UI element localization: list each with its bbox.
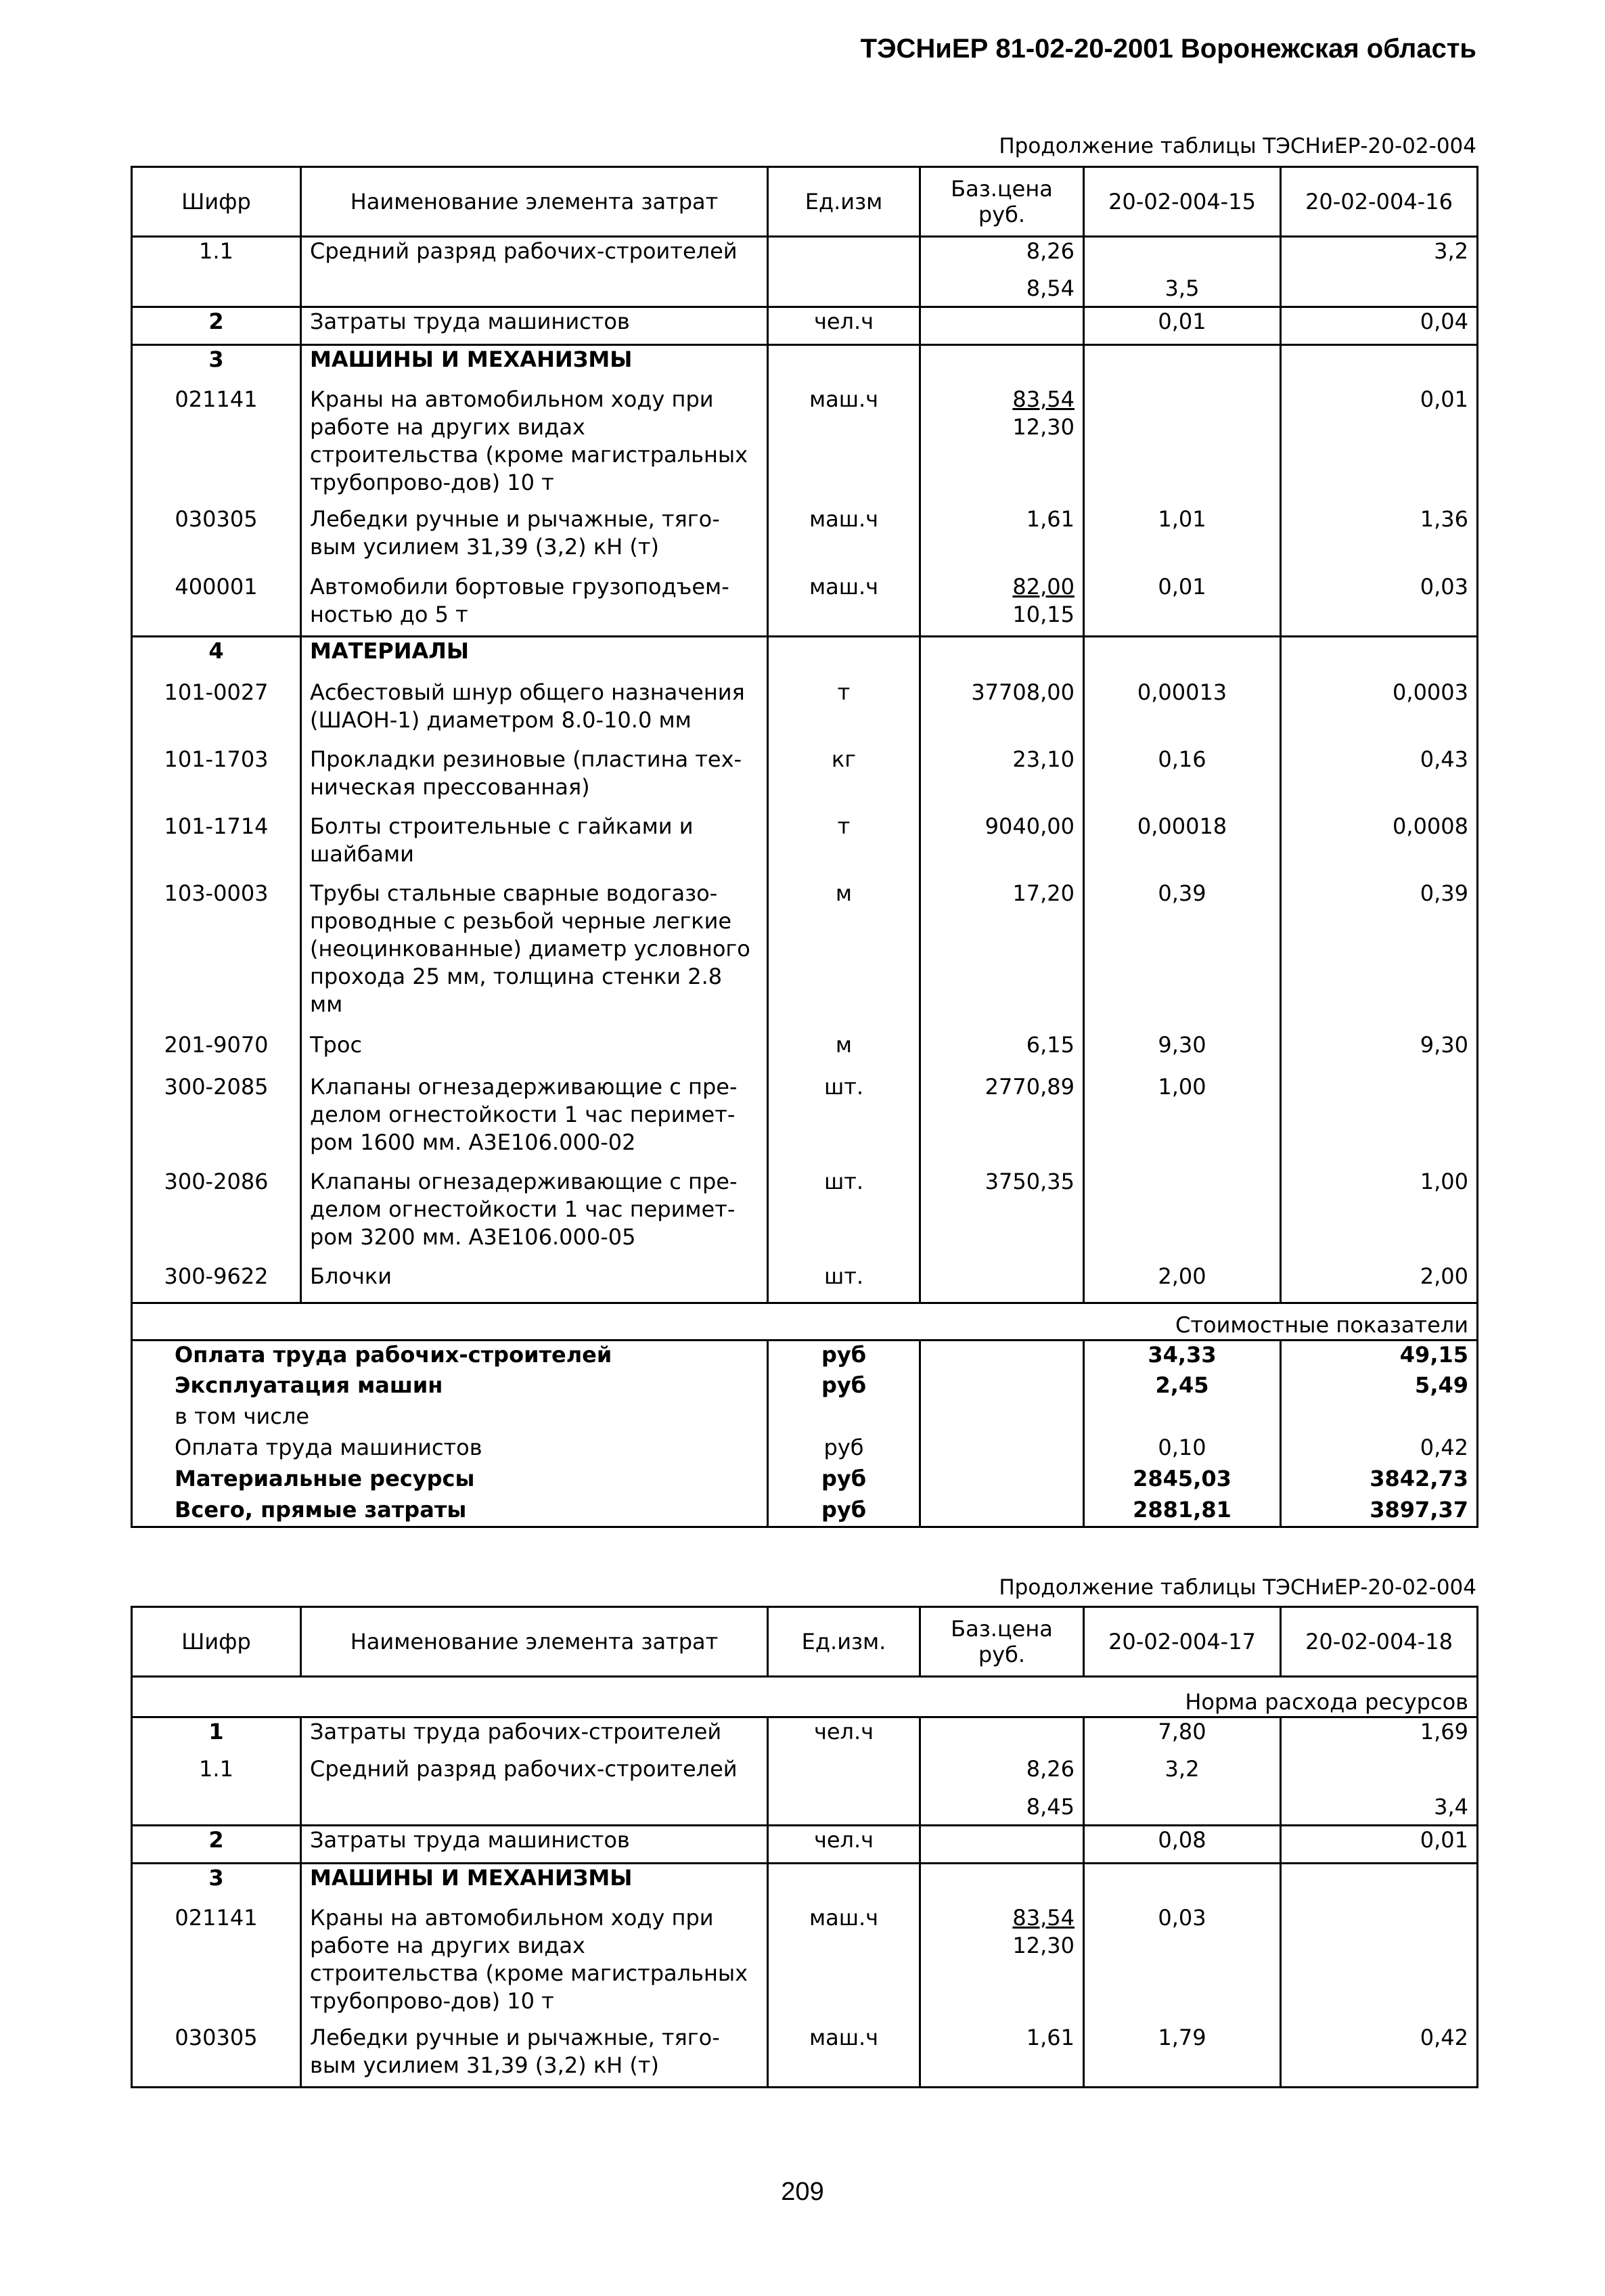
row-code: 2	[132, 307, 301, 345]
row-norm-2: 0,01	[1281, 386, 1478, 505]
col-header-norm-1: 20-02-004-15	[1084, 167, 1281, 237]
row-price: 9040,00	[920, 813, 1084, 880]
row-norm-1: 3,2	[1084, 1755, 1281, 1793]
col-header-price: Баз.цена руб.	[920, 167, 1084, 237]
row-name: Автомобили бортовые грузоподъем-ностью до 5 т	[301, 573, 768, 637]
row-norm-1: 0,03	[1084, 1904, 1281, 2024]
summary-value-2: 3842,73	[1281, 1465, 1478, 1496]
row-unit: чел.ч	[768, 1826, 920, 1864]
row-name: Затраты труда рабочих-строителей	[301, 1717, 768, 1755]
row-norm-2: 2,00	[1281, 1263, 1478, 1303]
page-number: 209	[781, 2178, 824, 2206]
row-name: Прокладки резиновые (пластина тех-ническая прессованная)	[301, 746, 768, 813]
row-code: 101-1714	[132, 813, 301, 880]
summary-unit: руб	[768, 1372, 920, 1403]
row-name: Средний разряд рабочих-строителей	[301, 237, 768, 275]
row-price	[920, 1263, 1084, 1303]
row-name: Трубы стальные сварные водогазо-проводные с резьбой черные легкие (неоцинкованные) диаметр условного прохода 25 мм, толщина стенки 2.8 мм	[301, 880, 768, 1031]
row-unit: чел.ч	[768, 1717, 920, 1755]
row-norm-1: 0,01	[1084, 307, 1281, 345]
table-row	[132, 505, 1478, 573]
section-row	[132, 637, 1478, 679]
row-name: Затраты труда машинистов	[301, 307, 768, 345]
section-code: 4	[132, 637, 301, 679]
summary-value-2: 0,42	[1281, 1434, 1478, 1465]
row-norm-2: 0,43	[1281, 746, 1478, 813]
row-norm-2: 0,42	[1281, 2024, 1478, 2088]
cost-title-row	[132, 1303, 1478, 1341]
row-norm-2: 1,00	[1281, 1168, 1478, 1263]
table-row	[132, 1073, 1478, 1168]
summary-value-2: 3897,37	[1281, 1496, 1478, 1527]
row-name: Лебедки ручные и рычажные, тяго-вым усилием 31,39 (3,2) кН (т)	[301, 2024, 768, 2088]
row-norm-2: 0,03	[1281, 573, 1478, 637]
row-price-secondary: 10,15	[1012, 601, 1075, 627]
summary-name: Оплата труда рабочих-строителей	[132, 1341, 768, 1372]
section-code: 3	[132, 1864, 301, 1904]
row-norm-1: 7,80	[1084, 1717, 1281, 1755]
table-row	[132, 1826, 1478, 1864]
resource-table-1	[131, 166, 1478, 1528]
row-price-secondary: 12,30	[1012, 413, 1075, 440]
row-price: 6,15	[920, 1031, 1084, 1073]
table-row	[132, 880, 1478, 1031]
summary-row	[132, 1465, 1478, 1496]
row-unit: т	[768, 813, 920, 880]
row-norm-1: 1,01	[1084, 505, 1281, 573]
row-code: 101-0027	[132, 679, 301, 746]
col-header-name: Наименование элемента затрат	[301, 1607, 768, 1677]
cost-indicators-title: Стоимостные показатели	[132, 1303, 1478, 1341]
row-norm-2: 0,0008	[1281, 813, 1478, 880]
row-unit: маш.ч	[768, 573, 920, 637]
row-code: 400001	[132, 573, 301, 637]
section-code: 3	[132, 345, 301, 386]
row-price: 1,61	[920, 2024, 1084, 2088]
row-code: 103-0003	[132, 880, 301, 1031]
col-header-unit: Ед.изм	[768, 167, 920, 237]
row-code: 1	[132, 1717, 301, 1755]
row-unit: шт.	[768, 1073, 920, 1168]
summary-name: Всего, прямые затраты	[132, 1496, 768, 1527]
norm-title: Норма расхода ресурсов	[132, 1677, 1478, 1717]
row-price: 1,61	[920, 505, 1084, 573]
table-row	[132, 275, 1478, 307]
section-row	[132, 345, 1478, 386]
row-name: Клапаны огнезадерживающие с пре-делом огнестойкости 1 час перимет-ром 3200 мм. А3Е106.000-05	[301, 1168, 768, 1263]
table-header-row	[132, 167, 1478, 237]
row-unit: маш.ч	[768, 1904, 920, 2024]
row-price: 8,26	[920, 237, 1084, 275]
section-title: МАШИНЫ И МЕХАНИЗМЫ	[301, 345, 768, 386]
row-norm-1: 0,00013	[1084, 679, 1281, 746]
row-price: 8,54	[920, 275, 1084, 307]
row-unit: маш.ч	[768, 2024, 920, 2088]
row-name: Болты строительные с гайками и шайбами	[301, 813, 768, 880]
summary-value-1: 2,45	[1084, 1372, 1281, 1403]
table-row	[132, 307, 1478, 345]
row-norm-1: 2,00	[1084, 1263, 1281, 1303]
row-code: 1.1	[132, 1755, 301, 1793]
row-code: 1.1	[132, 237, 301, 275]
table-row	[132, 746, 1478, 813]
col-header-code: Шифр	[132, 1607, 301, 1677]
summary-row	[132, 1341, 1478, 1372]
row-norm-2: 3,4	[1281, 1793, 1478, 1826]
row-price: 82,00	[1012, 573, 1075, 600]
row-unit: шт.	[768, 1263, 920, 1303]
col-header-norm-1: 20-02-004-17	[1084, 1607, 1281, 1677]
summary-row	[132, 1496, 1478, 1527]
row-code: 300-9622	[132, 1263, 301, 1303]
table-header-row	[132, 1607, 1478, 1677]
row-price: 83,54	[1012, 386, 1075, 412]
row-code: 101-1703	[132, 746, 301, 813]
row-norm-2: 0,04	[1281, 307, 1478, 345]
row-norm-2: 0,0003	[1281, 679, 1478, 746]
summary-name: Материальные ресурсы	[132, 1465, 768, 1496]
col-header-code: Шифр	[132, 167, 301, 237]
row-norm-2: 0,01	[1281, 1826, 1478, 1864]
table1-caption: Продолжение таблицы ТЭСНиЕР-20-02-004	[999, 134, 1476, 158]
row-norm-1: 1,79	[1084, 2024, 1281, 2088]
col-header-unit: Ед.изм.	[768, 1607, 920, 1677]
row-price: 37708,00	[920, 679, 1084, 746]
row-code: 021141	[132, 1904, 301, 2024]
row-unit: кг	[768, 746, 920, 813]
row-code: 300-2085	[132, 1073, 301, 1168]
row-unit: чел.ч	[768, 307, 920, 345]
table-row	[132, 1793, 1478, 1826]
table-row	[132, 1717, 1478, 1755]
table-row	[132, 573, 1478, 637]
row-code: 021141	[132, 386, 301, 505]
col-header-price: Баз.цена руб.	[920, 1607, 1084, 1677]
row-name: Краны на автомобильном ходу при работе на других видах строительства (кроме магистральных трубопрово-дов) 10 т	[301, 386, 768, 505]
table-row	[132, 1904, 1478, 2024]
row-norm-1: 0,01	[1084, 573, 1281, 637]
row-price-secondary: 12,30	[1012, 1932, 1075, 1958]
row-unit: маш.ч	[768, 386, 920, 505]
row-norm-1: 3,5	[1084, 275, 1281, 307]
col-header-norm-2: 20-02-004-16	[1281, 167, 1478, 237]
section-title: МАШИНЫ И МЕХАНИЗМЫ	[301, 1864, 768, 1904]
row-norm-1: 0,16	[1084, 746, 1281, 813]
resource-table-2	[131, 1606, 1478, 2088]
section-row	[132, 1864, 1478, 1904]
table-row	[132, 1168, 1478, 1263]
row-norm-1: 0,39	[1084, 880, 1281, 1031]
section-title: МАТЕРИАЛЫ	[301, 637, 768, 679]
row-name: Асбестовый шнур общего назначения (ШАОН-1) диаметром 8.0-10.0 мм	[301, 679, 768, 746]
norm-title-row	[132, 1677, 1478, 1717]
row-name: Средний разряд рабочих-строителей	[301, 1755, 768, 1793]
col-header-name: Наименование элемента затрат	[301, 167, 768, 237]
row-norm-1: 0,00018	[1084, 813, 1281, 880]
row-code: 030305	[132, 505, 301, 573]
table-row	[132, 237, 1478, 275]
row-unit: шт.	[768, 1168, 920, 1263]
summary-name: в том числе	[132, 1403, 768, 1434]
row-name: Клапаны огнезадерживающие с пре-делом огнестойкости 1 час перимет-ром 1600 мм. А3Е106.000-02	[301, 1073, 768, 1168]
summary-row	[132, 1403, 1478, 1434]
table-row	[132, 386, 1478, 505]
row-price: 2770,89	[920, 1073, 1084, 1168]
row-norm-1: 9,30	[1084, 1031, 1281, 1073]
summary-value-1: 2881,81	[1084, 1496, 1281, 1527]
summary-unit: руб	[768, 1434, 920, 1465]
summary-row	[132, 1372, 1478, 1403]
row-code: 300-2086	[132, 1168, 301, 1263]
summary-name: Оплата труда машинистов	[132, 1434, 768, 1465]
row-price: 8,26	[920, 1755, 1084, 1793]
row-norm-2: 9,30	[1281, 1031, 1478, 1073]
row-norm-1: 1,00	[1084, 1073, 1281, 1168]
row-norm-2: 0,39	[1281, 880, 1478, 1031]
summary-value-1: 34,33	[1084, 1341, 1281, 1372]
document-header: ТЭСНиЕР 81-02-20-2001 Воронежская область	[860, 34, 1476, 64]
row-price: 8,45	[920, 1793, 1084, 1826]
row-norm-2: 3,2	[1281, 237, 1478, 275]
row-norm-2	[1281, 1073, 1478, 1168]
row-name: Лебедки ручные и рычажные, тяго-вым усилием 31,39 (3,2) кН (т)	[301, 505, 768, 573]
row-norm-2	[1281, 1904, 1478, 2024]
row-norm-2: 1,36	[1281, 505, 1478, 573]
summary-value-1: 0,10	[1084, 1434, 1281, 1465]
row-unit: маш.ч	[768, 505, 920, 573]
row-price: 17,20	[920, 880, 1084, 1031]
row-unit: м	[768, 880, 920, 1031]
row-price: 83,54	[1012, 1904, 1075, 1931]
summary-row	[132, 1434, 1478, 1465]
row-price: 3750,35	[920, 1168, 1084, 1263]
row-price: 23,10	[920, 746, 1084, 813]
table-row	[132, 1755, 1478, 1793]
summary-value-2: 5,49	[1281, 1372, 1478, 1403]
row-norm-2: 1,69	[1281, 1717, 1478, 1755]
summary-name: Эксплуатация машин	[132, 1372, 768, 1403]
row-code: 201-9070	[132, 1031, 301, 1073]
summary-unit: руб	[768, 1496, 920, 1527]
table-row	[132, 1263, 1478, 1303]
summary-value-1: 2845,03	[1084, 1465, 1281, 1496]
row-code: 2	[132, 1826, 301, 1864]
summary-unit: руб	[768, 1465, 920, 1496]
table-row	[132, 1031, 1478, 1073]
row-name: Краны на автомобильном ходу при работе на других видах строительства (кроме магистральных трубопрово-дов) 10 т	[301, 1904, 768, 2024]
row-unit: т	[768, 679, 920, 746]
col-header-norm-2: 20-02-004-18	[1281, 1607, 1478, 1677]
row-name: Блочки	[301, 1263, 768, 1303]
table-row	[132, 679, 1478, 746]
table2-caption: Продолжение таблицы ТЭСНиЕР-20-02-004	[999, 1575, 1476, 1600]
row-name: Трос	[301, 1031, 768, 1073]
row-norm-1	[1084, 1168, 1281, 1263]
row-name: Затраты труда машинистов	[301, 1826, 768, 1864]
summary-value-2: 49,15	[1281, 1341, 1478, 1372]
row-unit: м	[768, 1031, 920, 1073]
table-row	[132, 2024, 1478, 2088]
row-code: 030305	[132, 2024, 301, 2088]
table-row	[132, 813, 1478, 880]
row-norm-1: 0,08	[1084, 1826, 1281, 1864]
summary-unit: руб	[768, 1341, 920, 1372]
